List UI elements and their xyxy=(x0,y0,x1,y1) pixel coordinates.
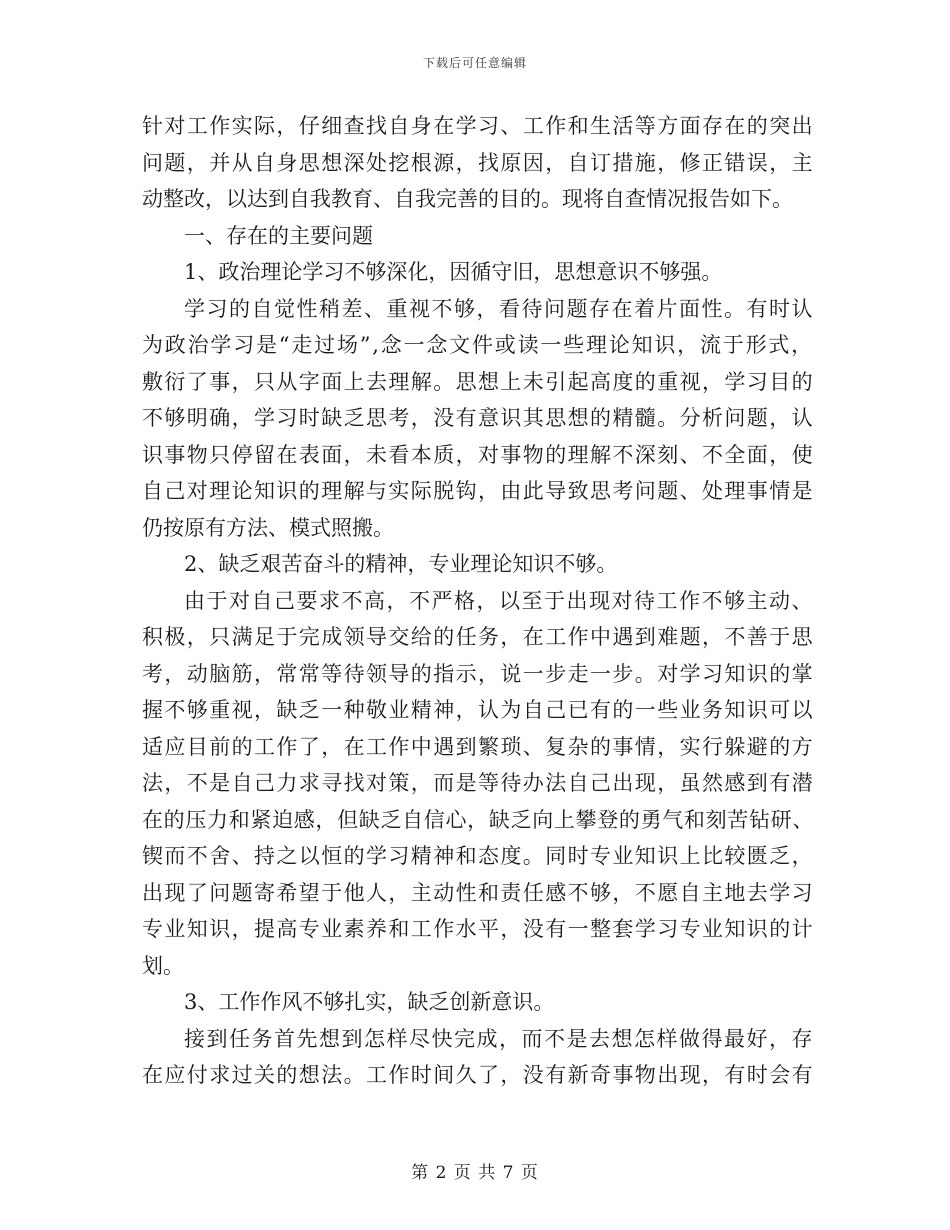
text-line: 自己对理论知识的理解与实际脱钩，由此导致思考问题、处理事情是 xyxy=(142,479,814,503)
text-line: 出现了问题寄希望于他人，主动性和责任感不够，不愿自主地去学习 xyxy=(142,880,814,905)
text-line: 积极，只满足于完成领导交给的任务，在工作中遇到难题，不善于思 xyxy=(142,625,814,649)
text-line: 接到任务首先想到怎样尽快完成，而不是去想怎样做得最好，存 xyxy=(184,1026,814,1051)
text-line: 握不够重视，缺乏一种敬业精神，认为自己已有的一些业务知识可以 xyxy=(142,698,814,722)
text-line: 1、政治理论学习不够深化，因循守旧，思想意识不够强。 xyxy=(184,260,723,284)
text-line: 敷衍了事，只从字面上去理解。思想上未引起高度的重视，学习目的 xyxy=(142,369,814,394)
text-line: 在应付求过关的想法。工作时间久了，没有新奇事物出现，有时会有 xyxy=(142,1063,814,1087)
page-footer: 第 2 页 共 7 页 xyxy=(411,1163,539,1183)
text-line: 一、存在的主要问题 xyxy=(184,223,373,248)
text-line: 问题，并从自身思想深处挖根源，找原因，自订措施，修正错误，主 xyxy=(142,150,814,175)
text-line: 不够明确，学习时缺乏思考，没有意识其思想的精髓。分析问题，认 xyxy=(142,406,814,430)
text-line: 适应目前的工作了，在工作中遇到繁琐、复杂的事情，实行躲避的方 xyxy=(142,734,814,759)
text-line: 专业知识，提高专业素养和工作水平，没有一整套学习专业知识的计 xyxy=(142,917,814,941)
text-line: 法，不是自己力求寻找对策，而是等待办法自己出现，虽然感到有潜 xyxy=(142,771,814,795)
text-line: 考，动脑筋，常常等待领导的指示，说一步走一步。对学习知识的掌 xyxy=(142,661,814,686)
text-line: 为政治学习是“走过场”,念一念文件或读一些理论知识，流于形式， xyxy=(142,333,814,357)
text-line: 仍按原有方法、模式照搬。 xyxy=(142,515,394,540)
text-line: 锲而不舍、持之以恒的学习精神和态度。同时专业知识上比较匮乏， xyxy=(142,844,814,868)
document-body xyxy=(142,108,814,1094)
page-header: 下载后可任意编辑 xyxy=(422,56,527,70)
text-line: 3、工作作风不够扎实，缺乏创新意识。 xyxy=(184,990,555,1014)
text-line: 在的压力和紧迫感，但缺乏自信心，缺乏向上攀登的勇气和刻苦钻研、 xyxy=(142,807,814,832)
text-line: 2、缺乏艰苦奋斗的精神，专业理论知识不够。 xyxy=(184,552,618,576)
text-line: 动整改，以达到自我教育、自我完善的目的。现将自查情况报告如下。 xyxy=(142,187,793,211)
text-line: 识事物只停留在表面，未看本质，对事物的理解不深刻、不全面，使 xyxy=(142,442,814,467)
text-line: 由于对自己要求不高，不严格，以至于出现对待工作不够主动、 xyxy=(184,588,814,613)
text-line: 针对工作实际，仔细查找自身在学习、工作和生活等方面存在的突出 xyxy=(142,114,814,138)
text-line: 划。 xyxy=(142,953,184,978)
text-line: 学习的自觉性稍差、重视不够，看待问题存在着片面性。有时认 xyxy=(184,296,814,321)
